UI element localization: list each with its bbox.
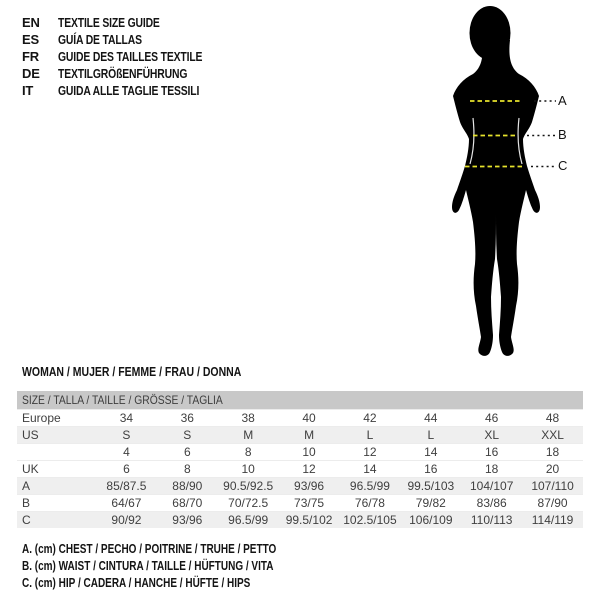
language-code: ES: [22, 32, 39, 47]
language-row-de: [22, 65, 238, 82]
table-row: [17, 477, 583, 494]
table-cell: 85/87.5: [106, 479, 147, 493]
table-cell: 96.5/99: [228, 513, 269, 527]
table-cell: 64/67: [111, 496, 142, 510]
table-cell: 8: [244, 445, 252, 459]
table-cell: 12: [363, 445, 377, 459]
table-row-label: US: [22, 428, 39, 442]
table-cell: 14: [363, 462, 377, 476]
language-code: EN: [22, 15, 40, 30]
table-cell: 46: [485, 411, 499, 425]
table-row: [17, 426, 583, 443]
language-title: GUIDA ALLE TAGLIE TESSILI: [58, 83, 200, 98]
table-cell: 76/78: [354, 496, 385, 510]
table-cell: 99.5/103: [407, 479, 455, 493]
table-row: [17, 460, 583, 477]
table-cell: 90.5/92.5: [223, 479, 274, 493]
table-cell: 99.5/102: [285, 513, 333, 527]
language-title: TEXTILGRÖßENFÜHRUNG: [58, 66, 188, 81]
table-cell: 79/82: [415, 496, 446, 510]
table-cell: 107/110: [531, 479, 574, 493]
audience-label: [22, 365, 283, 379]
audience-label-text: WOMAN / MUJER / FEMME / FRAU / DONNA: [22, 365, 242, 379]
table-cell: 40: [302, 411, 316, 425]
size-table: [17, 391, 583, 528]
woman-silhouette-icon: [430, 0, 570, 390]
legend-waist: [22, 558, 340, 575]
measurement-figure: [430, 0, 600, 390]
table-cell: 16: [485, 445, 499, 459]
size-table-header-text: SIZE / TALLA / TAILLE / GRÖSSE / TAGLIA: [22, 393, 223, 407]
table-cell: L: [366, 428, 374, 442]
table-cell: 38: [241, 411, 255, 425]
table-row-label: [17, 444, 96, 460]
table-cell: M: [304, 428, 315, 442]
table-cell: 48: [545, 411, 560, 425]
table-cell: 10: [241, 462, 255, 476]
legend-chest: [22, 541, 340, 558]
size-table-body: [17, 409, 583, 528]
table-cell: 6: [123, 462, 130, 476]
table-cell: 102.5/105: [343, 513, 397, 527]
table-cell: 20: [545, 462, 560, 476]
measure-label-b: B: [558, 127, 567, 142]
table-cell: 70/72.5: [228, 496, 269, 510]
language-list: [22, 14, 238, 99]
language-row-fr: [22, 48, 238, 65]
table-cell: XXL: [541, 428, 564, 442]
table-cell: L: [427, 428, 435, 442]
table-cell: M: [243, 428, 254, 442]
table-cell: 16: [424, 462, 438, 476]
language-title: GUÍA DE TALLAS: [58, 32, 142, 47]
table-cell: 36: [180, 411, 194, 425]
table-cell: 18: [545, 445, 560, 459]
legend-hip: [22, 575, 340, 592]
table-row: [17, 443, 583, 460]
table-row-label: Europe: [22, 411, 61, 425]
table-cell: 14: [424, 445, 438, 459]
table-cell: 93/96: [172, 513, 203, 527]
table-cell: 8: [183, 462, 191, 476]
language-code: DE: [22, 66, 40, 81]
legend-hip-text: C. (cm) HIP / CADERA / HANCHE / HÜFTE / HIPS: [22, 576, 251, 590]
table-cell: 34: [119, 411, 134, 425]
table-cell: 93/96: [294, 479, 325, 493]
table-row-label: A: [22, 479, 31, 493]
table-row-label: UK: [22, 462, 39, 476]
table-cell: 104/107: [469, 479, 514, 493]
table-cell: 68/70: [172, 496, 203, 510]
table-cell: 110/113: [470, 513, 513, 527]
measure-label-a: A: [558, 93, 567, 108]
table-cell: 87/90: [537, 496, 568, 510]
table-cell: 73/75: [294, 496, 325, 510]
table-cell: 10: [302, 445, 316, 459]
table-cell: 44: [424, 411, 438, 425]
table-cell: S: [183, 428, 192, 442]
table-cell: 12: [302, 462, 316, 476]
table-row: [17, 511, 583, 528]
language-row-es: [22, 31, 238, 48]
legend-waist-text: B. (cm) WAIST / CINTURA / TAILLE / HÜFTUNG / VITA: [22, 559, 274, 573]
language-code: FR: [22, 49, 39, 64]
size-table-header: [17, 391, 583, 409]
table-cell: S: [122, 428, 131, 442]
table-cell: 18: [485, 462, 499, 476]
table-cell: 88/90: [172, 479, 203, 493]
language-row-en: [22, 14, 238, 31]
table-cell: 114/119: [531, 513, 574, 527]
table-row-label: B: [22, 496, 31, 510]
measure-label-c: C: [558, 158, 568, 173]
language-title: GUIDE DES TAILLES TEXTILE: [58, 49, 203, 64]
language-code: IT: [22, 83, 34, 98]
legend-chest-text: A. (cm) CHEST / PECHO / POITRINE / TRUHE / PETTO: [22, 542, 277, 556]
table-cell: 106/109: [409, 513, 453, 527]
table-cell: 6: [183, 445, 191, 459]
table-cell: XL: [484, 428, 500, 442]
table-cell: 42: [363, 411, 377, 425]
measurement-legend: [22, 541, 340, 592]
table-row: [17, 494, 583, 511]
table-row-label: C: [22, 513, 31, 527]
table-cell: 90/92: [111, 513, 142, 527]
table-row: [17, 409, 583, 426]
table-cell: 83/86: [476, 496, 507, 510]
table-cell: 96.5/99: [349, 479, 390, 493]
language-title: TEXTILE SIZE GUIDE: [58, 15, 160, 30]
language-row-it: [22, 82, 238, 99]
table-cell: 4: [123, 445, 130, 459]
